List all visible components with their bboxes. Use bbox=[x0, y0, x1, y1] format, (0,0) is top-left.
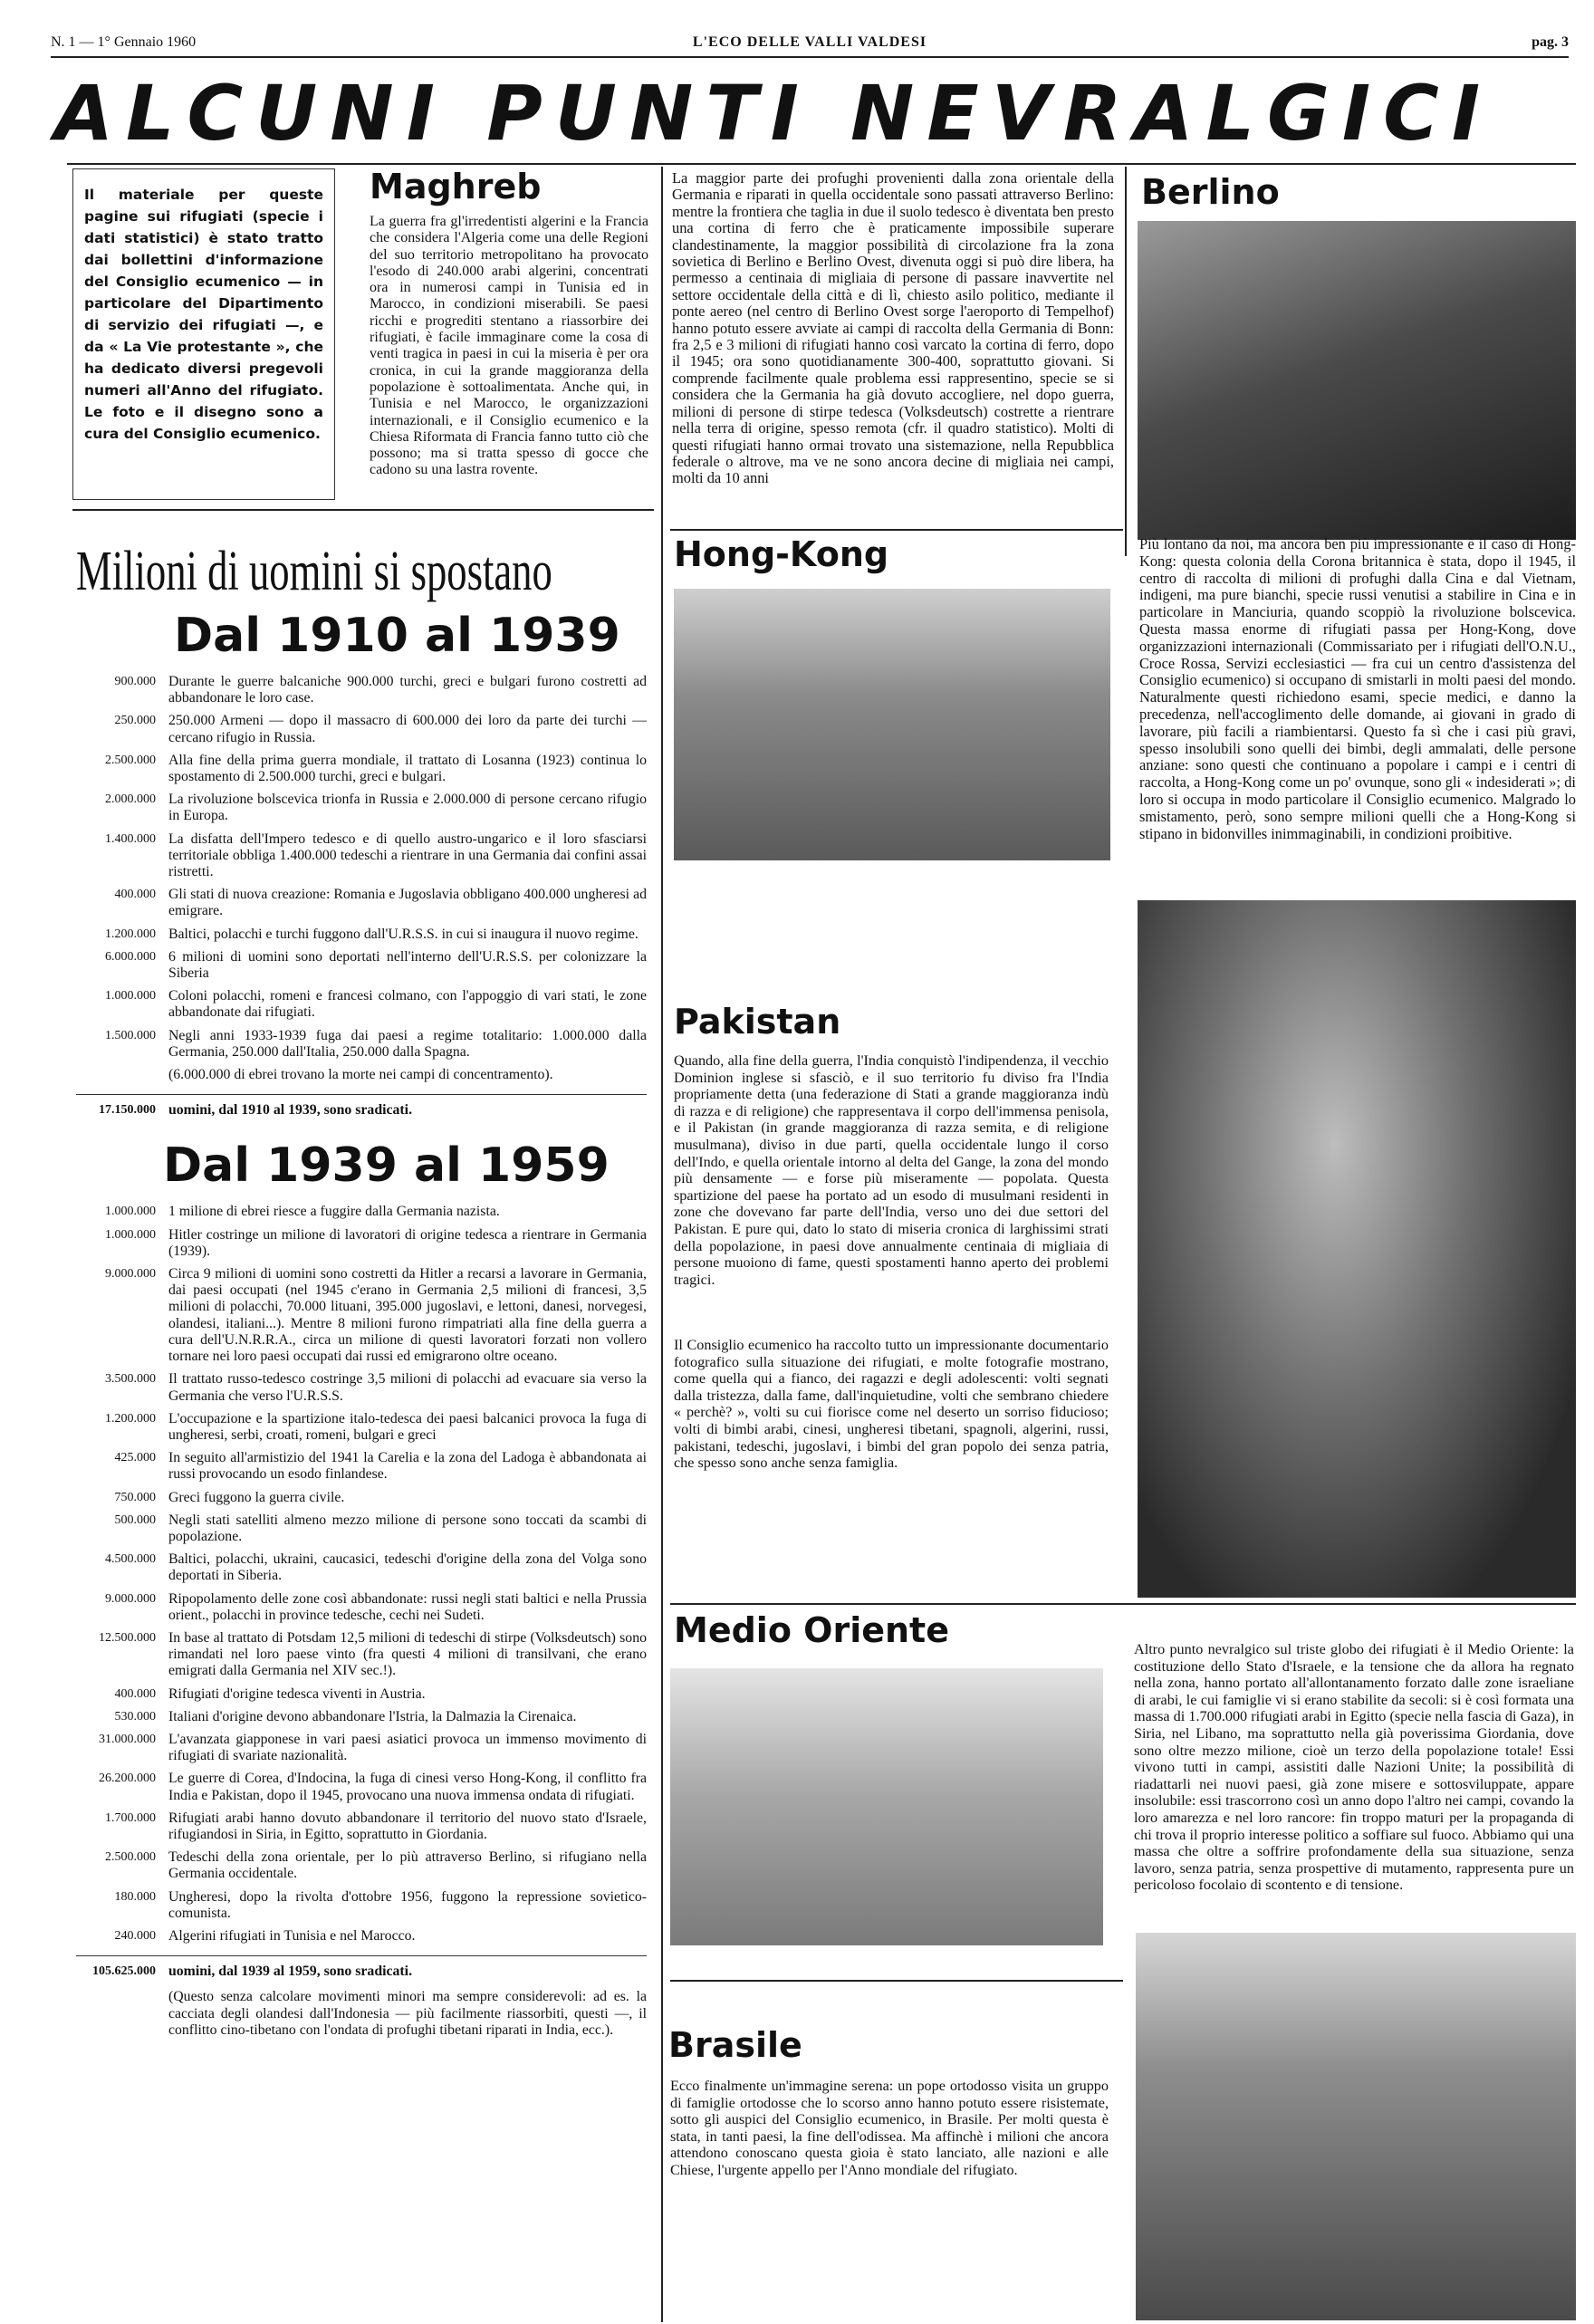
source-note-text: Il materiale per queste pagine sui rifugiati (specie i dati statistici) è stato tratto dai bollettini d'informazione del Consiglio ecumenico — in particolare del Dipartimento di servizio dei rifugiati —, e da « La Vie protestante », che ha dedicato diversi pregevoli numeri all'Anno del rifugiato. Le foto e il disegno sono a cura del Consiglio ecumenico. bbox=[84, 187, 323, 442]
pakistan-photo bbox=[1138, 900, 1576, 1598]
row-number: 1.200.000 bbox=[105, 1411, 156, 1426]
issue-date: N. 1 — 1° Gennaio 1960 bbox=[51, 34, 197, 50]
row-text: 6 milioni di uomini sono deportati nell'interno dell'U.R.S.S. per colonizzare la Siberia bbox=[168, 948, 647, 982]
row-number: 2.000.000 bbox=[105, 792, 156, 807]
table-row bbox=[76, 1849, 647, 1882]
row-number: 4.500.000 bbox=[105, 1552, 156, 1567]
row-text: La rivoluzione bolscevica trionfa in Russia e 2.000.000 di persone cercano rifugio in Europa. bbox=[168, 792, 647, 824]
row-text: La disfatta dell'Impero tedesco e di quello austro-ungarico e il loro sfasciarsi territoriale obbliga 1.400.000 tedeschi a rientrare in una Germania dai confini assai ristretti. bbox=[168, 831, 647, 880]
row-number: 6.000.000 bbox=[105, 949, 156, 964]
table-footer bbox=[76, 1989, 647, 2039]
row-number: 26.200.000 bbox=[99, 1772, 156, 1786]
row-text: In seguito all'armistizio del 1941 la Carelia e la zona del Ladoga è abbandonata ai russi provocando un esodo finlandese. bbox=[168, 1450, 647, 1483]
row-number: 425.000 bbox=[114, 1451, 156, 1465]
table-total bbox=[76, 1094, 647, 1119]
row-text: In base al trattato di Potsdam 12,5 milioni di tedeschi di stirpe (Volksdeutsch) sono rimandati nel loro paese vinto (fra questi 4 milioni di transilvani, che erano emigrati dalla Germania nel XIV sec.!). bbox=[168, 1629, 647, 1679]
column-rule bbox=[1125, 167, 1127, 556]
source-note bbox=[72, 168, 335, 500]
row-number: 1.700.000 bbox=[105, 1810, 156, 1825]
row-number: 750.000 bbox=[114, 1490, 156, 1504]
row-number: 9.000.000 bbox=[105, 1591, 156, 1606]
row-text: Negli anni 1933-1939 fuga dai paesi a regime totalitario: 1.000.000 dalla Germania, 250.000 dall'Italia, 250.000 dalla Spagna. bbox=[168, 1027, 647, 1060]
hongkong-body: Più lontano da noi, ma ancora ben più impressionante è il caso di Hong-Kong: questa colonia della Corona britannica è stata, dopo il 1945, il centro di raccolta di milioni di profughi dalla Cina e dal Vietnam, indigeni, ma pure bianchi, specie russi venutisi a stabilire in Cina e in particolare in Manciuria, quando scoppiò la rivoluzione bolscevica. Questa massa enorme di rifugiati passa per Hong-Kong, dove organizzazioni internazionali (Commissariato per i rifugiati dell'O.N.U., Croce Rossa, Servizi ecclesiastici — fra cui un centro d'assistenza del Consiglio ecumenico) si occupano di smistarli in molti paesi del mondo. Naturalmente questi richiedono esami, specie medici, e danno la precedenza, nell'accoglimento delle domande, ai giovani in grado di lavorare, più facili a riambientarsi. Questo fa sì che i casi più gravi, spesso insolubili sono quelli dei bimbi, degli ammalati, delle persone anziane: sono questi che continuano a popolare i campi e i centri di raccolta, a Hong-Kong come un po' ovunque, sono gli « indesiderati »; di loro si occupa in modo particolare il Consiglio ecumenico. Malgrado lo smistamento, però, sono sempre milioni quelli che a Hong-Kong si stipano in bidonvilles inimmaginabili, in condizioni proibitive. bbox=[1139, 536, 1576, 842]
row-text: 250.000 Armeni — dopo il massacro di 600.000 dei loro da parte dei turchi — cercano rifugio in Russia. bbox=[168, 713, 647, 745]
table-total bbox=[76, 1955, 647, 1980]
maghreb-section bbox=[370, 167, 648, 479]
row-text: Rifugiati d'origine tedesca viventi in Austria. bbox=[168, 1685, 426, 1702]
table-row bbox=[76, 988, 647, 1021]
row-number: 180.000 bbox=[114, 1889, 156, 1904]
medio-oriente-photo bbox=[670, 1668, 1103, 1945]
table-row bbox=[76, 1686, 647, 1703]
row-text: Ungheresi, dopo la rivolta d'ottobre 1956, fuggono la repressione sovietico-comunista. bbox=[168, 1888, 647, 1921]
row-number: 240.000 bbox=[114, 1928, 156, 1943]
page-number: pag. 3 bbox=[1532, 34, 1569, 50]
table-row bbox=[76, 792, 647, 824]
row-text: Negli stati satelliti almeno mezzo milione di persone sono toccati da scambi di popolazione. bbox=[168, 1512, 647, 1544]
table-group-2 bbox=[76, 1204, 647, 1945]
row-text: Baltici, polacchi, ukraini, caucasici, tedeschi d'origine della zona del Volga sono deportati in Siberia. bbox=[168, 1551, 647, 1584]
footer-text: (Questo senza calcolare movimenti minori ma sempre considerevoli: ad es. la cacciata degli olandesi dall'Indonesia — più facilmente riassorbiti, questi —, il conflitto cino-tibetano con l'ondata di profughi tibetani riparati in India, ecc.). bbox=[168, 1989, 647, 2038]
table-row bbox=[76, 1067, 647, 1083]
row-text: Algerini rifugiati in Tunisia e nel Marocco. bbox=[168, 1927, 416, 1944]
table-row bbox=[76, 1204, 647, 1220]
milioni-table bbox=[76, 540, 647, 2039]
medio-oriente-body: Altro punto nevralgico sul triste globo dei rifugiati è il Medio Oriente: la costituzione dello Stato d'Israele, e la tensione che da allora ha regnato nella zona, hanno portato all'allontanamento forzato dalle zone israeliane di arabi, le cui famiglie vi si erano stabilite da secoli: si è così formata una massa di 1.700.000 rifugiati arabi in Egitto (specie nella fascia di Gaza), in Siria, nel Libano, ma soprattutto nella già poverissima Giordania, dove sono oltre mezzo milione, cioè un terzo della popolazione totale! Essi vivono tutti in campi, assistiti dalle Nazioni Unite; la possibilità di riadattarli nei nuovi paesi, già zone misere e sottosviluppate, appare insolubile: essi trascorrono così un anno dopo l'altro nei campi, covando la loro amarezza e nel loro rancore: fin troppo maturi per la propaganda di chi trova il proprio interesse politico a soffiare sul fuoco. Abbiamo qui una massa che oltre a soffrire profondamente della sua situazione, senza lavoro, senza patria, senza prospettive di mutamento, rappresenta pure un pericoloso focolaio di scontento e di tensione. bbox=[1134, 1641, 1574, 1894]
brasile-title: Brasile bbox=[668, 2025, 802, 2065]
row-text: 1 milione di ebrei riesce a fuggire dalla Germania nazista. bbox=[168, 1204, 500, 1220]
brasile-photo bbox=[1136, 1933, 1576, 2320]
period-heading: Dal 1910 al 1939 bbox=[174, 609, 620, 663]
pakistan-body-2: Il Consiglio ecumenico ha raccolto tutto un impressionante documentario fotografico sulla situazione dei rifugiati, e molte fotografie mostrano, come quella qui a fianco, dei ragazzi e degli adolescenti: volti segnati dalla tristezza, dalla fame, dall'inquietudine, volti che sembrano chiedere « perchè? », volti su cui fiorisce come nel deserto un sorriso fiducioso; volti di bimbi arabi, cinesi, ungheresi tibetani, spagnoli, algerini, russi, pakistani, tedeschi, jugoslavi, i bimbi del gran popolo dei senza patria, che spesso sono anche senza famiglia. bbox=[674, 1337, 1109, 1472]
table-row bbox=[76, 1028, 647, 1061]
row-number: 900.000 bbox=[114, 675, 156, 688]
table-row bbox=[76, 1591, 647, 1624]
period-heading: Dal 1939 al 1959 bbox=[163, 1138, 610, 1194]
row-text: Gli stati di nuova creazione: Romania e Jugoslavia obbligano 400.000 ungheresi ad emigrare. bbox=[168, 887, 647, 919]
row-number: 3.500.000 bbox=[105, 1372, 156, 1387]
row-text: L'occupazione e la spartizione italo-tedesca dei paesi balcanici provoca la fuga di ungheresi, serbi, croati, romeni, bulgari e greci bbox=[168, 1410, 647, 1443]
table-row bbox=[76, 1551, 647, 1584]
table-row bbox=[76, 831, 647, 881]
table-row bbox=[76, 927, 647, 943]
row-text: Ripopolamento delle zone così abbandonate: russi negli stati baltici e nella Prussia orient., polacchi in province tedesche, cechi nei Sudeti. bbox=[168, 1590, 647, 1623]
table-row bbox=[76, 1732, 647, 1764]
masthead bbox=[51, 31, 1569, 58]
row-number: 250.000 bbox=[114, 714, 156, 728]
table-row bbox=[76, 674, 647, 706]
headline-rule bbox=[67, 163, 1576, 165]
total-number: 17.150.000 bbox=[99, 1103, 156, 1118]
total-number: 105.625.000 bbox=[92, 1964, 156, 1979]
row-number: 500.000 bbox=[114, 1513, 156, 1527]
pakistan-body: Quando, alla fine della guerra, l'India conquistò l'indipendenza, il vecchio Dominion inglese si sfasciò, e il suo territorio fu diviso fra l'India propriamente detta (una federazione di Stati a grande maggioranza indù di razza e di religione) che rappresentava il corpo dell'immensa penisola, e il Pakistan (in grande maggioranza di razza semita, e di religione musulmana), diviso in due parti, quella occidentale lungo il corso dell'Indo, e quella orientale intorno al delta del Gange, la zona del mondo più densamente — e forse più miseramente — popolata. Questa spartizione del paese ha portato ad un esodo di musulmani residenti in zone che dovevano far parte dell'India, verso uno dei due settori del Pakistan. E pure qui, dato lo stato di miseria cronica di larghissimi strati della popolazione, in paesi dove annualmente centinaia di migliaia di persone muoiono di fame, questi spostamenti hanno aperto dei problemi tragici. bbox=[674, 1052, 1109, 1288]
section-rule bbox=[670, 1603, 1576, 1605]
hongkong-title: Hong-Kong bbox=[674, 534, 889, 574]
row-number: 530.000 bbox=[114, 1709, 156, 1724]
row-text: Tedeschi della zona orientale, per lo più attraverso Berlino, si rifugiano nella Germania occidentale. bbox=[168, 1849, 647, 1882]
row-number: 400.000 bbox=[114, 888, 156, 902]
table-row bbox=[76, 1928, 647, 1945]
section-rule bbox=[670, 529, 1123, 531]
row-number: 400.000 bbox=[114, 1686, 156, 1701]
table-row bbox=[76, 1450, 647, 1483]
newspaper-name: L'ECO DELLE VALLI VALDESI bbox=[692, 34, 927, 50]
row-text: Italiani d'origine devono abbandonare l'Istria, la Dalmazia la Cirenaica. bbox=[168, 1708, 577, 1724]
table-row bbox=[76, 1513, 647, 1545]
row-text: Baltici, polacchi e turchi fuggono dall'U.R.S.S. in cui si inaugura il nuovo regime. bbox=[168, 926, 639, 942]
table-row bbox=[76, 1771, 647, 1803]
total-text: uomini, dal 1910 al 1939, sono sradicati. bbox=[168, 1102, 413, 1119]
row-number: 1.000.000 bbox=[105, 1227, 156, 1242]
row-number: 2.500.000 bbox=[105, 753, 156, 767]
berlino-title: Berlino bbox=[1141, 172, 1280, 212]
table-row bbox=[76, 1630, 647, 1680]
table-row bbox=[76, 753, 647, 785]
row-text: Le guerre di Corea, d'Indocina, la fuga di cinesi verso Hong-Kong, il conflitto fra India e Pakistan, dopo il 1945, provocano una nuova immensa ondata di rifugiati. bbox=[168, 1771, 647, 1803]
hongkong-photo bbox=[674, 589, 1110, 860]
row-text: Rifugiati arabi hanno dovuto abbandonare il territorio del nuovo stato d'Israele, rifugiandosi in Siria, in Egitto, soprattutto in Giordania. bbox=[168, 1810, 647, 1842]
row-number: 1.200.000 bbox=[105, 927, 156, 941]
row-number: 9.000.000 bbox=[105, 1267, 156, 1282]
row-number bbox=[76, 1067, 168, 1083]
medio-oriente-title: Medio Oriente bbox=[674, 1610, 949, 1650]
row-number: 1.400.000 bbox=[105, 831, 156, 846]
table-row bbox=[76, 887, 647, 919]
section-rule bbox=[670, 1980, 1123, 1982]
section-rule bbox=[72, 509, 654, 511]
row-number: 1.000.000 bbox=[105, 1205, 156, 1219]
page-headline: ALCUNI PUNTI NEVRALGICI bbox=[54, 69, 1493, 158]
row-text: Alla fine della prima guerra mondiale, il trattato di Losanna (1923) continua lo spostamento di 2.500.000 turchi, greci e bulgari. bbox=[168, 752, 647, 785]
row-text: (6.000.000 di ebrei trovano la morte nei campi di concentramento). bbox=[168, 1067, 553, 1083]
row-number: 12.500.000 bbox=[99, 1630, 156, 1645]
table-row bbox=[76, 1810, 647, 1843]
total-text: uomini, dal 1939 al 1959, sono sradicati. bbox=[168, 1964, 413, 1980]
row-text: Hitler costringe un milione di lavoratori di origine tedesca a rientrare in Germania (1939). bbox=[168, 1226, 647, 1259]
row-text: Circa 9 milioni di uomini sono costretti da Hitler a recarsi a lavorare in Germania, dai paesi occupati (nel 1945 c'erano in Germania 2,5 milioni di francesi, 3,5 milioni di polacchi, 70.000 lituani, 395.000 jugoslavi, e lettoni, danesi, norvegesi, olandesi, italiani...). Mentre 8 milioni furono rimpatriati alla fine della guerra a cura dell'U.N.R.R.A., circa un milione di questi lavoratori forzati non vollero tornare nei loro paesi occupati dai russi ed emigrarono oltre oceano. bbox=[168, 1266, 647, 1365]
row-number: 2.500.000 bbox=[105, 1850, 156, 1865]
pakistan-title: Pakistan bbox=[674, 1002, 841, 1042]
table-group-1 bbox=[76, 674, 647, 1083]
berlino-body: La maggior parte dei profughi provenienti dalla zona orientale della Germania e riparati in quella occidentale sono passati attraverso Berlino: mentre la frontiera che taglia in due il suolo tedesco è diventata ben presto una cortina di ferro che è praticamente impossibile superare clandestinamente, la maggior possibilità di circolazione fra la zona sovietica di Berlino e Berlino Ovest, divenuta oggi si può dire libera, ha permesso a centinaia di migliaia di persone di passare inavvertite nel settore occidentale della città e di lì, chiesto asilo politico, mediante il ponte aereo (nel centro di Berlino Ovest sorge l'aeroporto di Tempelhof) hanno potuto essere avviate ai campi di raccolta della Germania di Bonn: fra 2,5 e 3 milioni di rifugiati hanno così varcato la cortina di ferro, dopo il 1945; ora sono quotidianamente 300-400, soprattutto giovani. Si comprende facilmente quale problema essi rappresentino, specie se si considera che la Germania ha già dovuto accogliere, nel dopo guerra, milioni di persone di stirpe tedesca (Volksdeutsch) costrette a rientrare nella terra di origine, spesso remota (cfr. il quadro statistico). Molti di questi rifugiati hanno ormai trovato una sistemazione, nella Repubblica federale o altrove, ma ve ne sono ancora decine di migliaia nei campi, molti da 10 anni bbox=[672, 170, 1114, 487]
table-row bbox=[76, 949, 647, 982]
row-text: Il trattato russo-tedesco costringe 3,5 milioni di polacchi ad evacuare sia verso la Germania che verso l'U.R.S.S. bbox=[168, 1371, 647, 1404]
brasile-body: Ecco finalmente un'immagine serena: un pope ortodosso visita un gruppo di famiglie ortodosse che lo scorso anno hanno potuto essere risistemate, sotto gli auspici del Consiglio ecumenico, in Brasile. Per molti questa è stata, in tanti paesi, la fine dell'odissea. Ma affinchè i milioni che ancora attendono conoscano questa gioia è stato lanciato, alle nazioni e alle Chiese, l'urgente appello per l'Anno mondiale del rifugiato. bbox=[670, 2078, 1109, 2178]
row-number: 31.000.000 bbox=[99, 1732, 156, 1746]
section-title: Maghreb bbox=[370, 167, 542, 206]
table-row bbox=[76, 1227, 647, 1260]
row-text: Greci fuggono la guerra civile. bbox=[168, 1489, 345, 1505]
table-row bbox=[76, 1371, 647, 1404]
table-row bbox=[76, 1266, 647, 1365]
row-number: 1.000.000 bbox=[105, 989, 156, 1004]
row-text: Coloni polacchi, romeni e francesi colmano, con l'appoggio di vari stati, le zone abbandonate dai rifugiati. bbox=[168, 988, 647, 1021]
row-text: Durante le guerre balcaniche 900.000 turchi, greci e bulgari furono costretti ad abbandonare le loro case. bbox=[168, 674, 647, 706]
row-text: L'avanzata giapponese in vari paesi asiatici provoca un immenso movimento di rifugiati di svariate nazionalità. bbox=[168, 1731, 647, 1764]
table-row bbox=[76, 1709, 647, 1725]
table-row bbox=[76, 713, 647, 745]
berlino-photo bbox=[1138, 221, 1576, 540]
table-row bbox=[76, 1411, 647, 1444]
masthead-rule bbox=[51, 56, 1569, 58]
table-row bbox=[76, 1889, 647, 1922]
table-row bbox=[76, 1490, 647, 1506]
table-title: Milioni di uomini si spostano bbox=[76, 541, 552, 602]
section-body: La guerra fra gl'irredentisti algerini e la Francia che considera l'Algeria come una delle Regioni del suo territorio metropolitano ha provocato l'esodo di 240.000 arabi algerini, concentrati ora in numerosi campi in Tunisia ed in Marocco, in condizioni miserabili. Se paesi ricchi e progrediti stentano a riassorbire dei rifugiati, è facile immaginare come la cosa di venti tragica in paesi in cui la miseria è per ora cronica, in cui la grande maggioranza della popolazione è sottoalimentata. Anche qui, in Tunisia e nel Marocco, le organizzazioni internazionali, e il Consiglio ecumenico e la Chiesa Riformata di Francia fanno tutto ciò che possono; ma si tratta spesso di gocce che cadono su una lastra rovente. bbox=[370, 214, 648, 478]
row-number: 1.500.000 bbox=[105, 1028, 156, 1042]
column-rule bbox=[661, 167, 663, 2322]
